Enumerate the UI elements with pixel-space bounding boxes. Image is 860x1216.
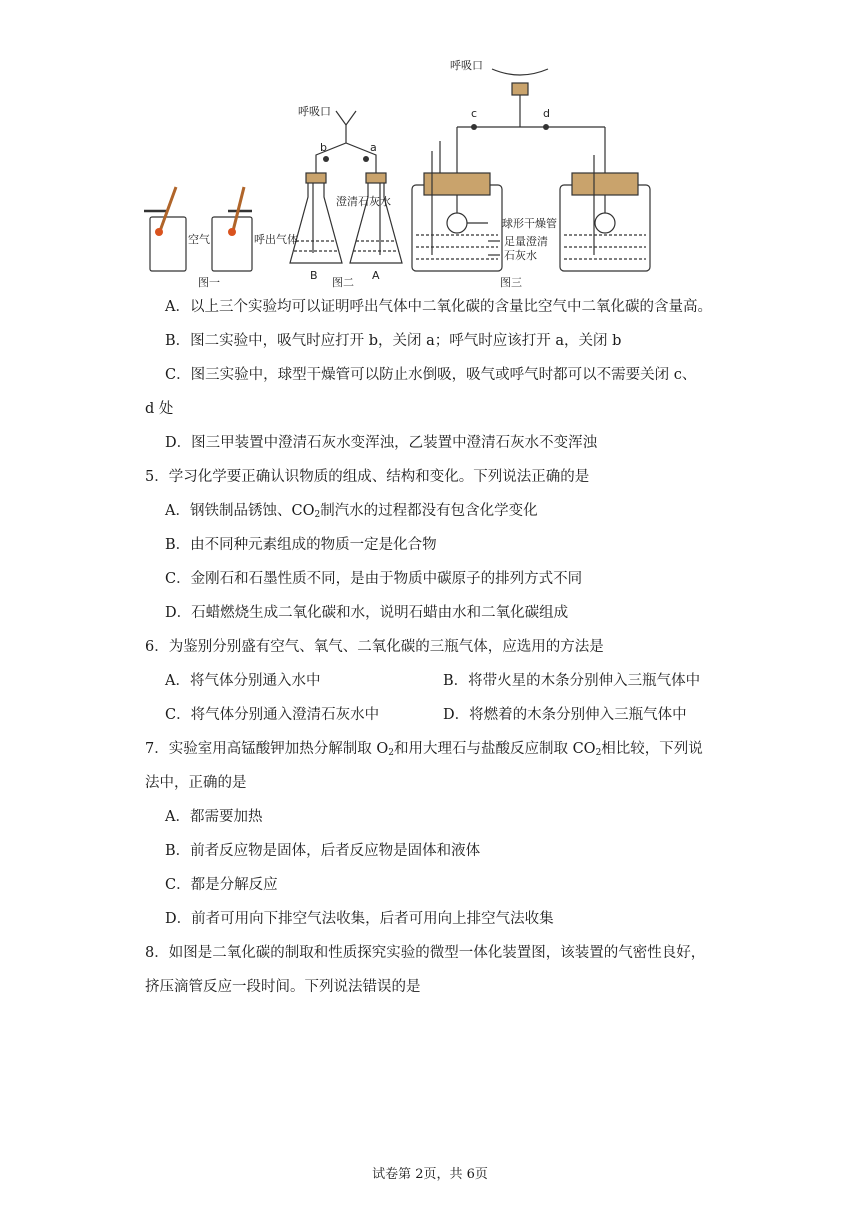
q8-stem-line1: 8．如图是二氧化碳的制取和性质探究实验的微型一体化装置图，该装置的气密性良好， bbox=[145, 945, 706, 961]
label-drying-tube: 球形干燥管 bbox=[502, 217, 557, 230]
apparatus-diagram bbox=[140, 55, 740, 295]
q7-option-a: A．都需要加热 bbox=[165, 809, 263, 825]
q7-stem-line1: 7．实验室用高锰酸钾加热分解制取 $O_2$和用大理石与盐酸反应制取 $CO_2$相比较，下列说 bbox=[145, 741, 703, 758]
page-footer: 试卷第 2页，共 6页 bbox=[372, 1167, 488, 1182]
q7-option-b: B．前者反应物是固体，后者反应物是固体和液体 bbox=[165, 843, 481, 859]
fig2-apparatus bbox=[290, 111, 402, 263]
label-fig3: 图三 bbox=[500, 276, 522, 289]
label-valve-d: d bbox=[543, 107, 550, 120]
label-flask-a: A bbox=[372, 269, 380, 282]
label-limewater-2: 石灰水 bbox=[504, 249, 537, 262]
q5-option-b: B．由不同种元素组成的物质一定是化合物 bbox=[165, 537, 437, 553]
experiment-figure bbox=[140, 55, 740, 295]
q6-option-b: B．将带火星的木条分别伸入三瓶气体中 bbox=[443, 673, 701, 689]
q6-stem: 6．为鉴别分别盛有空气、氧气、二氧化碳的三瓶气体，应选用的方法是 bbox=[145, 639, 604, 655]
label-valve-c: c bbox=[471, 107, 478, 120]
label-fig2: 图二 bbox=[332, 276, 354, 289]
q4-option-c-line1: C．图三实验中，球型干燥管可以防止水倒吸，吸气或呼气时都可以不需要关闭 c、 bbox=[165, 367, 697, 383]
label-limewater-1: 足量澄清 bbox=[504, 235, 548, 248]
fig1-bottle-exhaled bbox=[212, 211, 252, 271]
q4-option-b: B．图二实验中，吸气时应打开 b，关闭 a；呼气时应该打开 a，关闭 b bbox=[165, 333, 622, 349]
label-limewater: 澄清石灰水 bbox=[336, 195, 391, 208]
q7-option-c: C．都是分解反应 bbox=[165, 877, 278, 893]
label-valve-b: b bbox=[320, 141, 327, 154]
label-fig1: 图一 bbox=[198, 276, 220, 289]
label-valve-a: a bbox=[370, 141, 377, 154]
label-air: 空气 bbox=[188, 233, 210, 246]
q4-option-d: D．图三甲装置中澄清石灰水变浑浊，乙装置中澄清石灰水不变浑浊 bbox=[165, 435, 598, 451]
label-flask-b: B bbox=[310, 269, 318, 282]
q4-option-c-line2: d 处 bbox=[145, 401, 174, 417]
q6-option-d: D．将燃着的木条分别伸入三瓶气体中 bbox=[443, 707, 687, 723]
q7-option-d: D．前者可用向下排空气法收集，后者可用向上排空气法收集 bbox=[165, 911, 554, 927]
q4-option-a: A．以上三个实验均可以证明呼出气体中二氧化碳的含量比空气中二氧化碳的含量高。 bbox=[165, 299, 712, 315]
q5-option-d: D．石蜡燃烧生成二氧化碳和水，说明石蜡由水和二氧化碳组成 bbox=[165, 605, 569, 621]
q5-option-a: A．钢铁制品锈蚀、$CO_2$制汽水的过程都没有包含化学变化 bbox=[165, 503, 538, 520]
q6-option-a: A．将气体分别通入水中 bbox=[165, 673, 321, 689]
q5-stem: 5．学习化学要正确认识物质的组成、结构和变化。下列说法正确的是 bbox=[145, 469, 590, 485]
label-exhaled-gas: 呼出气体 bbox=[254, 233, 298, 246]
q5-option-c: C．金刚石和石墨性质不同，是由于物质中碳原子的排列方式不同 bbox=[165, 571, 583, 587]
q6-option-c: C．将气体分别通入澄清石灰水中 bbox=[165, 707, 380, 723]
label-breath-port-top: 呼吸口 bbox=[450, 59, 483, 72]
q8-stem-line2: 挤压滴管反应一段时间。下列说法错误的是 bbox=[145, 979, 421, 995]
q7-stem-line2: 法中，正确的是 bbox=[145, 775, 247, 791]
label-breath-port-mid: 呼吸口 bbox=[298, 105, 331, 118]
